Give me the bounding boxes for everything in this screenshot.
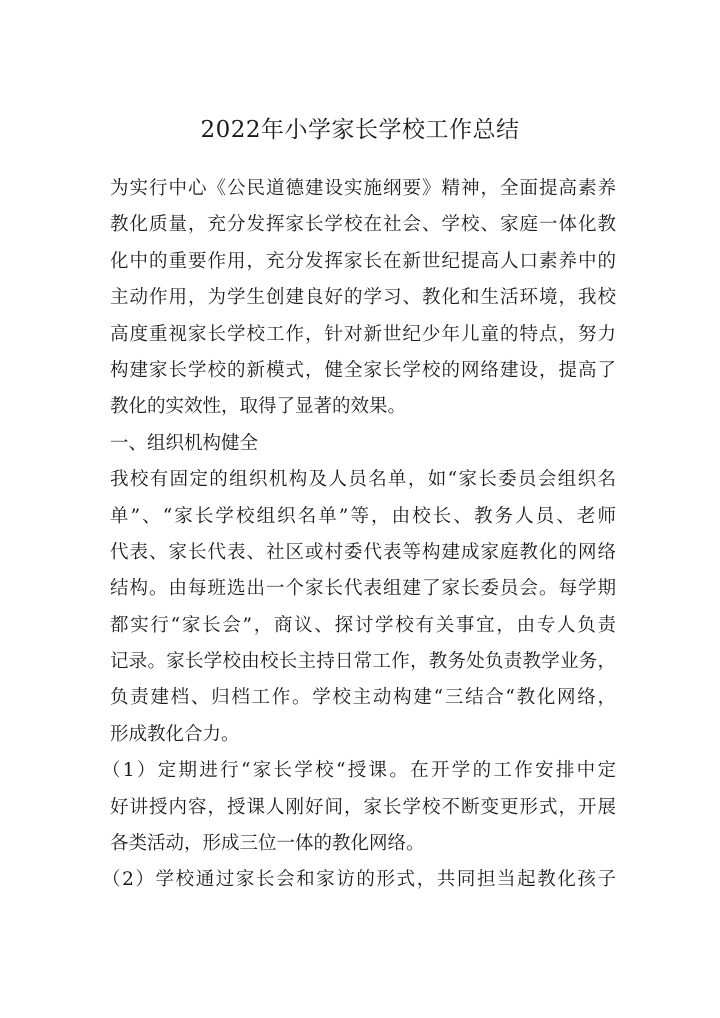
body-line: 结构。由每班选出一个家长代表组建了家长委员会。每学期 <box>110 578 616 600</box>
body-line: 为实行中心《公民道德建设实施纲要》精神，全面提高素养 <box>110 178 616 199</box>
document-body <box>102 171 616 899</box>
body-line: 形成教化合力。 <box>110 723 240 745</box>
body-line: 教化的实效性，取得了显著的效果。 <box>110 396 407 418</box>
body-line: 单”、“家长学校组织名单”等，由校长、教务人员、老师 <box>110 505 616 527</box>
body-line: 高度重视家长学校工作，针对新世纪少年儿童的特点，努力 <box>110 323 616 345</box>
body-line: 化中的重要作用，充分发挥家长在新世纪提高人口素养中的 <box>110 250 616 272</box>
body-line: 我校有固定的组织机构及人员名单，如“家长委员会组织名 <box>110 469 616 491</box>
body-line: 构建家长学校的新模式，健全家长学校的网络建设，提高了 <box>110 359 616 381</box>
body-line: 代表、家长代表、社区或村委代表等构建成家庭教化的网络 <box>110 541 616 563</box>
body-line: 教化质量，充分发挥家长学校在社会、学校、家庭一体化教 <box>110 214 616 236</box>
list-item-line: （2）学校通过家长会和家访的形式，共同担当起教化孩子 <box>102 869 616 891</box>
body-line: 好讲授内容，授课人刚好间，家长学校不断变更形式，开展 <box>110 796 616 818</box>
section-heading: 一、组织机构健全 <box>110 432 259 454</box>
document-title: 2022年小学家长学校工作总结 <box>200 117 520 143</box>
body-line: 负责建档、归档工作。学校主动构建“三结合“教化网络， <box>110 687 616 709</box>
list-item-line: （1）定期进行“家长学校“授课。在开学的工作安排中定 <box>102 760 616 782</box>
body-line: 记录。家长学校由校长主持日常工作，教务处负责教学业务， <box>110 651 616 673</box>
body-line: 主动作用，为学生创建良好的学习、教化和生活环境，我校 <box>110 287 616 309</box>
body-line: 都实行“家长会”，商议、探讨学校有关事宜，由专人负责 <box>110 614 616 636</box>
body-line: 各类活动，形成三位一体的教化网络。 <box>110 833 425 855</box>
